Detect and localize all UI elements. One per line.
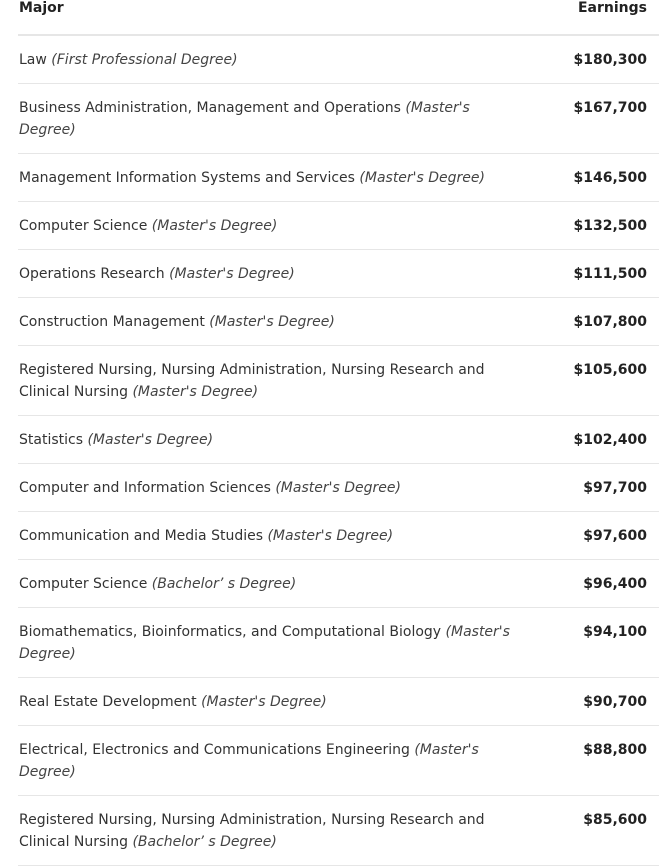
degree-type: (Master's Degree) — [359, 170, 485, 186]
degree-type: (Bachelor’ s Degree) — [132, 834, 277, 850]
earnings-cell: $97,600 — [583, 528, 647, 544]
major-cell — [19, 429, 529, 451]
table-row — [18, 678, 659, 726]
column-header-earnings: Earnings — [577, 0, 647, 16]
major-cell — [19, 621, 529, 665]
major-cell — [19, 477, 529, 499]
earnings-cell: $180,300 — [573, 52, 647, 68]
major-name: Law — [19, 52, 47, 68]
table-row — [18, 346, 659, 416]
degree-type: (Master's Degree) — [19, 100, 470, 138]
degree-type: (Master's Degree) — [209, 314, 335, 330]
earnings-cell: $107,800 — [573, 314, 647, 330]
table-row — [18, 560, 659, 608]
earnings-cell: $90,700 — [583, 694, 647, 710]
table-row — [18, 84, 659, 154]
earnings-cell: $111,500 — [573, 266, 647, 282]
major-cell — [19, 263, 529, 285]
table-row — [18, 416, 659, 464]
table-row — [18, 202, 659, 250]
major-name: Computer Science — [19, 218, 148, 234]
major-name: Operations Research — [19, 266, 165, 282]
major-name: Biomathematics, Bioinformatics, and Computational Biology — [19, 624, 442, 640]
major-cell — [19, 311, 529, 333]
table-header — [18, 0, 659, 36]
major-cell — [19, 573, 529, 595]
earnings-cell: $102,400 — [573, 432, 647, 448]
table-row — [18, 512, 659, 560]
earnings-cell: $96,400 — [583, 576, 647, 592]
earnings-cell: $167,700 — [573, 100, 647, 116]
degree-type: (Master's Degree) — [87, 432, 214, 448]
major-cell — [19, 215, 529, 237]
degree-type: (Master's Degree) — [19, 624, 510, 662]
degree-type: (Master's Degree) — [132, 384, 259, 400]
major-cell — [19, 691, 529, 713]
major-name: Computer Science — [19, 576, 148, 592]
table-row — [18, 250, 659, 298]
earnings-cell: $146,500 — [573, 170, 647, 186]
major-cell — [19, 97, 529, 141]
major-name: Registered Nursing, Nursing Administration, Nursing Research and Clinical Nursing — [19, 362, 485, 400]
major-name: Construction Management — [19, 314, 205, 330]
major-cell — [19, 739, 529, 783]
degree-type: (Master's Degree) — [201, 694, 327, 710]
earnings-cell: $97,700 — [583, 480, 647, 496]
major-name: Computer and Information Sciences — [19, 480, 271, 496]
degree-type: (Master's Degree) — [19, 742, 479, 780]
table-row — [18, 796, 659, 866]
earnings-cell: $132,500 — [573, 218, 647, 234]
table-row — [18, 154, 659, 202]
earnings-cell: $94,100 — [583, 624, 647, 640]
major-name: Registered Nursing, Nursing Administration, Nursing Research and Clinical Nursing — [19, 812, 485, 850]
major-cell — [19, 359, 529, 403]
degree-type: (Master's Degree) — [267, 528, 394, 544]
degree-type: (Bachelor’ s Degree) — [151, 576, 297, 592]
major-name: Management Information Systems and Services — [19, 170, 355, 186]
major-name: Business Administration, Management and Operations — [19, 100, 401, 116]
table-body — [18, 36, 659, 866]
earnings-cell: $85,600 — [583, 812, 647, 828]
degree-type: (Master's Degree) — [169, 266, 295, 282]
major-cell — [19, 809, 529, 853]
table-row — [18, 608, 659, 678]
major-name: Statistics — [19, 432, 83, 448]
degree-type: (Master's Degree) — [151, 218, 278, 234]
earnings-cell: $105,600 — [573, 362, 647, 378]
major-name: Electrical, Electronics and Communications Engineering — [19, 742, 410, 758]
degree-type: (Master's Degree) — [275, 480, 401, 496]
table-row — [18, 464, 659, 512]
major-name: Real Estate Development — [19, 694, 197, 710]
major-name: Communication and Media Studies — [19, 528, 264, 544]
earnings-cell: $88,800 — [583, 742, 647, 758]
major-cell — [19, 49, 529, 71]
table-row — [18, 36, 659, 84]
major-cell — [19, 167, 529, 189]
column-header-major: Major — [19, 0, 64, 16]
table-row — [18, 726, 659, 796]
major-cell — [19, 525, 529, 547]
table-row — [18, 298, 659, 346]
degree-type: (First Professional Degree) — [51, 52, 238, 68]
